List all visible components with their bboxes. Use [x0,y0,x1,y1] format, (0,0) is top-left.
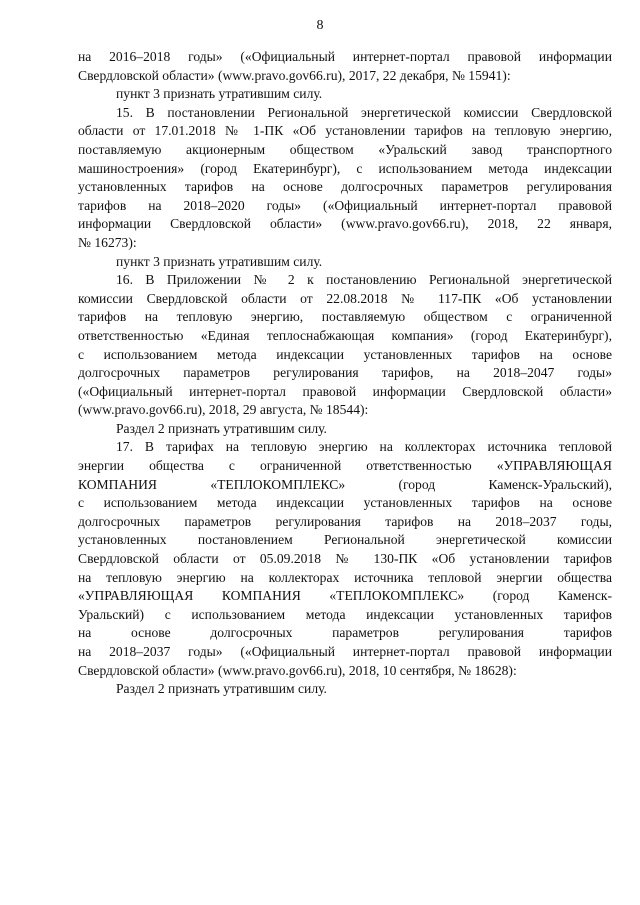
text-line: установленных постановлением Региональной энергетической комиссии [78,532,612,548]
text-line: Свердловской области» (www.pravo.gov66.ru), 2018, 10 сентября, № 18628): [78,662,517,678]
text-line: Свердловской области» (www.pravo.gov66.ru), 2017, 22 декабря, № 15941): [78,67,511,83]
text-line: тарифов на тепловую энергию, поставляемую обществом с ограниченной [78,309,612,325]
text-line: долгосрочных параметров регулирования тарифов на 2018–2037 годы, [78,513,612,529]
text-line: на 2016–2018 годы» («Официальный интернет-портал правовой информации [78,49,612,64]
text-line: Уральский) с использованием метода индексации установленных тарифов [78,606,612,622]
text-line: Свердловской области от 05.09.2018 № 130-ПК «Об установлении тарифов [78,551,612,567]
text-line: с использованием метода индексации установленных тарифов на основе [78,495,612,511]
text-line: ответственностью «Единая теплоснабжающая компания» (город Екатеринбург), [78,327,612,343]
text-line: установленных тарифов на основе долгосрочных параметров регулирования [78,179,612,195]
text-line: (www.pravo.gov66.ru), 2018, 29 августа, № 18544): [78,402,369,418]
page-number: 8 [316,18,324,33]
text-line: тарифов на 2018–2020 годы» («Официальный интернет-портал правовой [78,197,612,213]
text-line: 17. В тарифах на тепловую энергию на коллекторах источника тепловой [116,439,612,455]
text-line: области от 17.01.2018 № 1-ПК «Об установлении тарифов на тепловую энергию, [78,123,612,139]
text-line: на основе долгосрочных параметров регулирования тарифов [78,625,612,641]
text-line: на тепловую энергию на коллекторах источника тепловой энергии общества [78,569,612,585]
document-body [78,48,612,699]
paragraph [78,48,612,85]
text-line: долгосрочных параметров регулирования тарифов, на 2018–2047 годы» [78,365,612,381]
text-line: с использованием метода индексации установленных тарифов на основе [78,346,612,362]
text-line: («Официальный интернет-портал правовой информации Свердловской области» [78,383,612,399]
text-line: № 16273): [78,234,137,250]
text-line: Раздел 2 признать утратившим силу. [116,420,327,436]
text-line: машиностроения» (город Екатеринбург), с использованием метода индексации [78,160,612,176]
text-line: 15. В постановлении Региональной энергетической комиссии Свердловской [116,104,612,120]
paragraph [78,680,612,699]
text-line: на 2018–2037 годы» («Официальный интернет-портал правовой информации [78,644,612,659]
text-line: «УПРАВЛЯЮЩАЯ КОМПАНИЯ «ТЕПЛОКОМПЛЕКС» (город Каменск- [78,588,612,604]
text-line: энергии общества с ограниченной ответственностью «УПРАВЛЯЮЩАЯ [78,458,612,474]
text-line: комиссии Свердловской области от 22.08.2018 № 117-ПК «Об установлении [78,290,612,306]
paragraph [78,271,612,420]
text-line: поставляемую акционерным обществом «Уральский завод транспортного [78,141,612,157]
text-line: информации Свердловской области» (www.pravo.gov66.ru), 2018, 22 января, [78,216,612,232]
paragraph [78,85,612,104]
text-line: пункт 3 признать утратившим силу. [116,86,323,102]
text-line: пункт 3 признать утратившим силу. [116,253,323,269]
text-line: Раздел 2 признать утратившим силу. [116,681,327,697]
text-line: 16. В Приложении № 2 к постановлению Региональной энергетической [116,272,612,288]
text-line: КОМПАНИЯ «ТЕПЛОКОМПЛЕКС» (город Каменск-Уральский), [78,476,612,492]
paragraph [78,420,612,439]
paragraph [78,253,612,272]
paragraph [78,438,612,680]
paragraph [78,104,612,253]
